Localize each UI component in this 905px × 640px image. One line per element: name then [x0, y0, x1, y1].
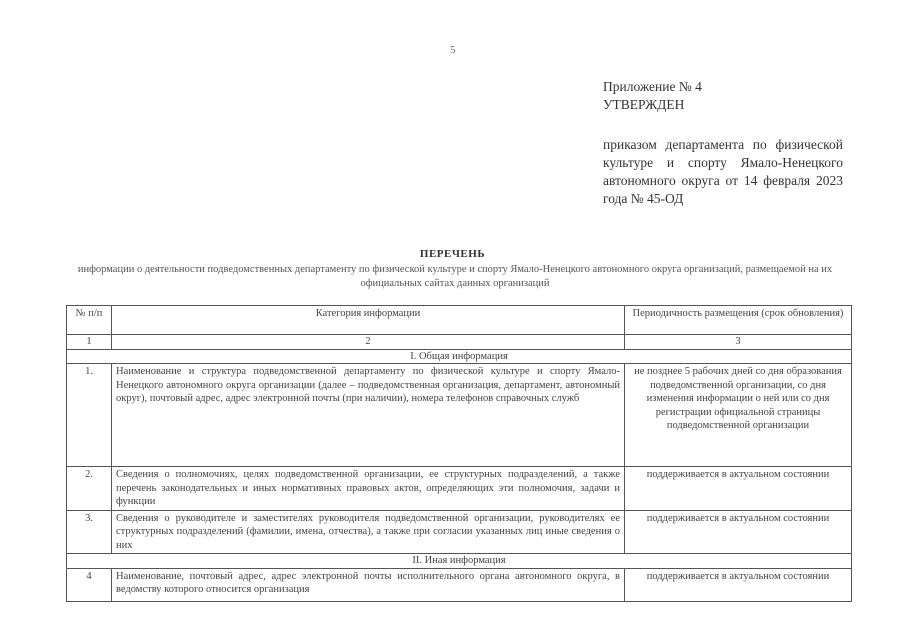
row-category: Наименование и структура подведомственной департаменту по физической культуре и спорту Ямало-Ненецкого автономного округа организации (далее – подведомственная организация, департамент, автономный округ), почтовый адрес, адрес электронной почты (при наличии), номера телефонов справочных служб [112, 364, 625, 467]
row-period: не позднее 5 рабочих дней со дня образования подведомственной организации, со дня изменения информации о ней или со дня регистрации официальной страницы подведомственной организации [625, 364, 852, 467]
approved-label: УТВЕРЖДЕН [603, 97, 685, 112]
row-category: Наименование, почтовый адрес, адрес электронной почты исполнительного органа автономного округа, в ведомству которого относится организация [112, 568, 625, 601]
col-number-1: 1 [67, 335, 112, 350]
col-number-2: 2 [112, 335, 625, 350]
header-period: Периодичность размещения (срок обновления) [625, 306, 852, 335]
information-table [66, 305, 852, 602]
row-period: поддерживается в актуальном состоянии [625, 467, 852, 511]
table-row [67, 568, 852, 601]
appendix-number: Приложение № 4 [603, 79, 702, 94]
approved-by-order: приказом департамента по физической культуре и спорту Ямало-Ненецкого автономного округа от 14 февраля 2023 года № 45-ОД [603, 137, 843, 206]
document-subtitle: информации о деятельности подведомственных департаменту по физической культуре и спорту Ямало-Ненецкого автономного округа организаций, размещаемой на их официальных сайтах данных организаций [77, 264, 833, 289]
section-general: I. Общая информация [67, 349, 852, 364]
table-row [67, 510, 852, 554]
col-number-3: 3 [625, 335, 852, 350]
column-number-row [67, 335, 852, 350]
row-period: поддерживается в актуальном состоянии [625, 510, 852, 554]
section-row [67, 349, 852, 364]
page-number: 5 [450, 44, 456, 56]
section-row [67, 554, 852, 569]
row-num: 4 [67, 568, 112, 601]
row-num: 2. [67, 467, 112, 511]
header-category: Категория информации [112, 306, 625, 335]
row-num: 3. [67, 510, 112, 554]
table-header-row [67, 306, 852, 335]
appendix-block [603, 78, 843, 208]
row-period: поддерживается в актуальном состоянии [625, 568, 852, 601]
row-category: Сведения о руководителе и заместителях руководителя подведомственной организации, руководителях ее структурных подразделений (фамилии, имена, отчества), а также при согласии указанных лиц иные сведения о них [112, 510, 625, 554]
document-title: ПЕРЕЧЕНЬ [419, 248, 486, 260]
row-category: Сведения о полномочиях, целях подведомственной организации, ее структурных подразделений, а также перечень законодательных и иных нормативных правовых актов, определяющих эти полномочия, задачи и функции [112, 467, 625, 511]
table-row [67, 467, 852, 511]
table-row [67, 364, 852, 467]
section-other: II. Иная информация [67, 554, 852, 569]
row-num: 1. [67, 364, 112, 467]
header-num: № п/п [67, 306, 112, 335]
